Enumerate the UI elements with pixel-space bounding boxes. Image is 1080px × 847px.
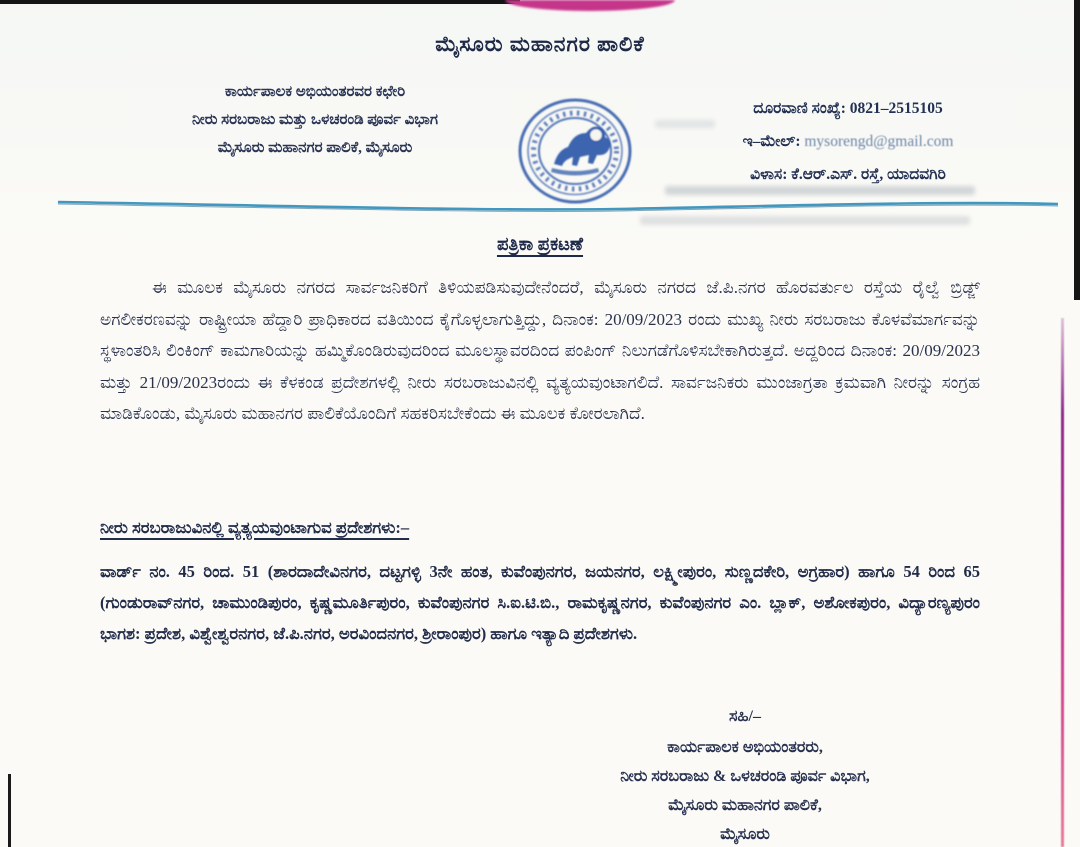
affected-areas-heading: ನೀರು ಸರಬರಾಜುವಿನಲ್ಲಿ ವ್ಯತ್ಯಯವುಂಟಾಗುವ ಪ್ರದೇಶಗಳು:– (100, 518, 410, 537)
phone-line (648, 92, 1048, 125)
phone-number: 0821–2515105 (849, 100, 943, 117)
email-label: ಇ–ಮೇಲ್: (742, 133, 801, 150)
office-address-block (100, 78, 530, 162)
organization-title: ಮೈಸೂರು ಮಹಾನಗರ ಪಾಲಿಕೆ (435, 32, 645, 56)
header-divider (52, 196, 1064, 216)
scan-edge-pink-arc (505, 0, 675, 11)
municipal-seal-icon (514, 94, 636, 208)
signatory-designation: ಕಾರ್ಯಪಾಲಕ ಅಭಿಯಂತರರು, (667, 739, 823, 756)
signed-mark: ಸಹಿ/– (729, 708, 761, 725)
scan-smudge (640, 216, 970, 225)
signatory-organization: ಮೈಸೂರು ಮಹಾನಗರ ಪಾಲಿಕೆ, (668, 797, 822, 814)
phone-label: ದೂರವಾಣಿ ಸಂಖ್ಯೆ: (753, 100, 846, 117)
office-name: ಕಾರ್ಯಪಾಲಕ ಅಭಿಯಂತರವರ ಕಛೇರಿ (224, 84, 406, 100)
signature-block (520, 702, 970, 847)
office-division: ನೀರು ಸರಬರಾಜು ಮತ್ತು ಒಳಚರಂಡಿ ಪೂರ್ವ ವಿಭಾಗ (192, 112, 438, 128)
email-address: mysorengd@gmail.com (804, 133, 954, 150)
scan-edge-right-pink-line (1061, 318, 1064, 847)
signatory-division: ನೀರು ಸರಬರಾಜು & ಒಳಚರಂಡಿ ಪೂರ್ವ ವಿಭಾಗ, (620, 768, 870, 785)
scan-edge-top-strip (0, 0, 520, 4)
office-city: ಮೈಸೂರು ಮಹಾನಗರ ಪಾಲಿಕೆ, ಮೈಸೂರು (217, 140, 413, 156)
scan-edge-left-black-line (8, 774, 11, 847)
address-line (648, 158, 1048, 191)
press-release-heading: ಪತ್ರಿಕಾ ಪ್ರಕಟಣೆ (496, 234, 584, 254)
address-label: ವಿಳಾಸ: (750, 166, 788, 183)
signatory-city: ಮೈಸೂರು (720, 826, 770, 843)
email-line (648, 125, 1048, 158)
address-value: ಕೆ.ಆರ್.ಎಸ್. ರಸ್ತೆ, ಯಾದವಗಿರಿ (791, 166, 946, 183)
affected-areas-paragraph: ವಾರ್ಡ್ ನಂ. 45 ರಿಂದ. 51 (ಶಾರದಾದೇವಿನಗರ, ದಟ್ಟಗಳ್ಳಿ 3ನೇ ಹಂತ, ಕುವೆಂಪುನಗರ, ಜಯನಗರ, ಲಕ್ಷ್ಮೀಪುರಂ, ಸುಣ್ಣದಕೇರಿ, ಅಗ್ರಹಾರ) ಹಾಗೂ 54 ರಿಂದ 65 (ಗುಂಡುರಾವ್‌ನಗರ, ಚಾಮುಂಡಿಪುರಂ, ಕೃಷ್ಣಮೂರ್ತಿಪುರಂ, ಕುವೆಂಪುನಗರ ಸಿ.ಐ.ಟಿ.ಬಿ., ರಾಮಕೃಷ್ಣನಗರ, ಕುವೆಂಪುನಗರ ಎಂ. ಬ್ಲಾಕ್, ಅಶೋಕಪುರಂ, ವಿದ್ಯಾರಣ್ಯಪುರಂ ಭಾಗಶ: ಪ್ರದೇಶ, ವಿಶ್ವೇಶ್ವರನಗರ, ಜೆ.ಪಿ.ನಗರ, ಅರವಿಂದನಗರ, ಶ್ರೀರಾಂಪುರ) ಹಾಗೂ ಇತ್ಯಾದಿ ಪ್ರದೇಶಗಳು. (100, 562, 980, 643)
contact-block (648, 92, 1048, 191)
notice-body-paragraph: ಈ ಮೂಲಕ ಮೈಸೂರು ನಗರದ ಸಾರ್ವಜನಿಕರಿಗೆ ತಿಳಿಯಪಡಿಸುವುದೇನೆಂದರೆ, ಮೈಸೂರು ನಗರದ ಜೆ.ಪಿ.ನಗರ ಹೊರವರ್ತುಲ ರಸ್ತೆಯ ರೈಲ್ವೆ ಬ್ರಿಡ್ಜ್ ಅಗಲೀಕರಣವನ್ನು ರಾಷ್ಟ್ರೀಯಾ ಹೆದ್ದಾರಿ ಪ್ರಾಧಿಕಾರದ ವತಿಯಿಂದ ಕೈಗೊಳ್ಳಲಾಗುತ್ತಿದ್ದು, ದಿನಾಂಕ: 20/09/2023 ರಂದು ಮುಖ್ಯ ನೀರು ಸರಬರಾಜು ಕೊಳವೆಮಾರ್ಗವನ್ನು ಸ್ಥಳಾಂತರಿಸಿ ಲಿಂಕಿಂಗ್ ಕಾಮಗಾರಿಯನ್ನು ಹಮ್ಮಿಕೊಂಡಿರುವುದರಿಂದ ಮೂಲಸ್ಥಾವರದಿಂದ ಪಂಪಿಂಗ್ ನಿಲುಗಡೆಗೊಳಿಸಬೇಕಾಗಿರುತ್ತದೆ. ಅದ್ದರಿಂದ ದಿನಾಂಕ: 20/09/2023 ಮತ್ತು 21/09/2023ರಂದು ಈ ಕೆಳಕಂಡ ಪ್ರದೇಶಗಳಲ್ಲಿ ನೀರು ಸರಬರಾಜುವಿನಲ್ಲಿ ವ್ಯತ್ಯಯವುಂಟಾಗಲಿದೆ. ಸಾರ್ವಜನಿಕರು ಮುಂಜಾಗ್ರತಾ ಕ್ರಮವಾಗಿ ನೀರನ್ನು ಸಂಗ್ರಹ ಮಾಡಿಕೊಂಡು, ಮೈಸೂರು ಮಹಾನಗರ ಪಾಲಿಕೆಯೊಂದಿಗೆ ಸಹಕರಿಸಬೇಕೆಂದು ಈ ಮೂಲಕ ಕೋರಲಾಗಿದೆ. (100, 278, 980, 423)
